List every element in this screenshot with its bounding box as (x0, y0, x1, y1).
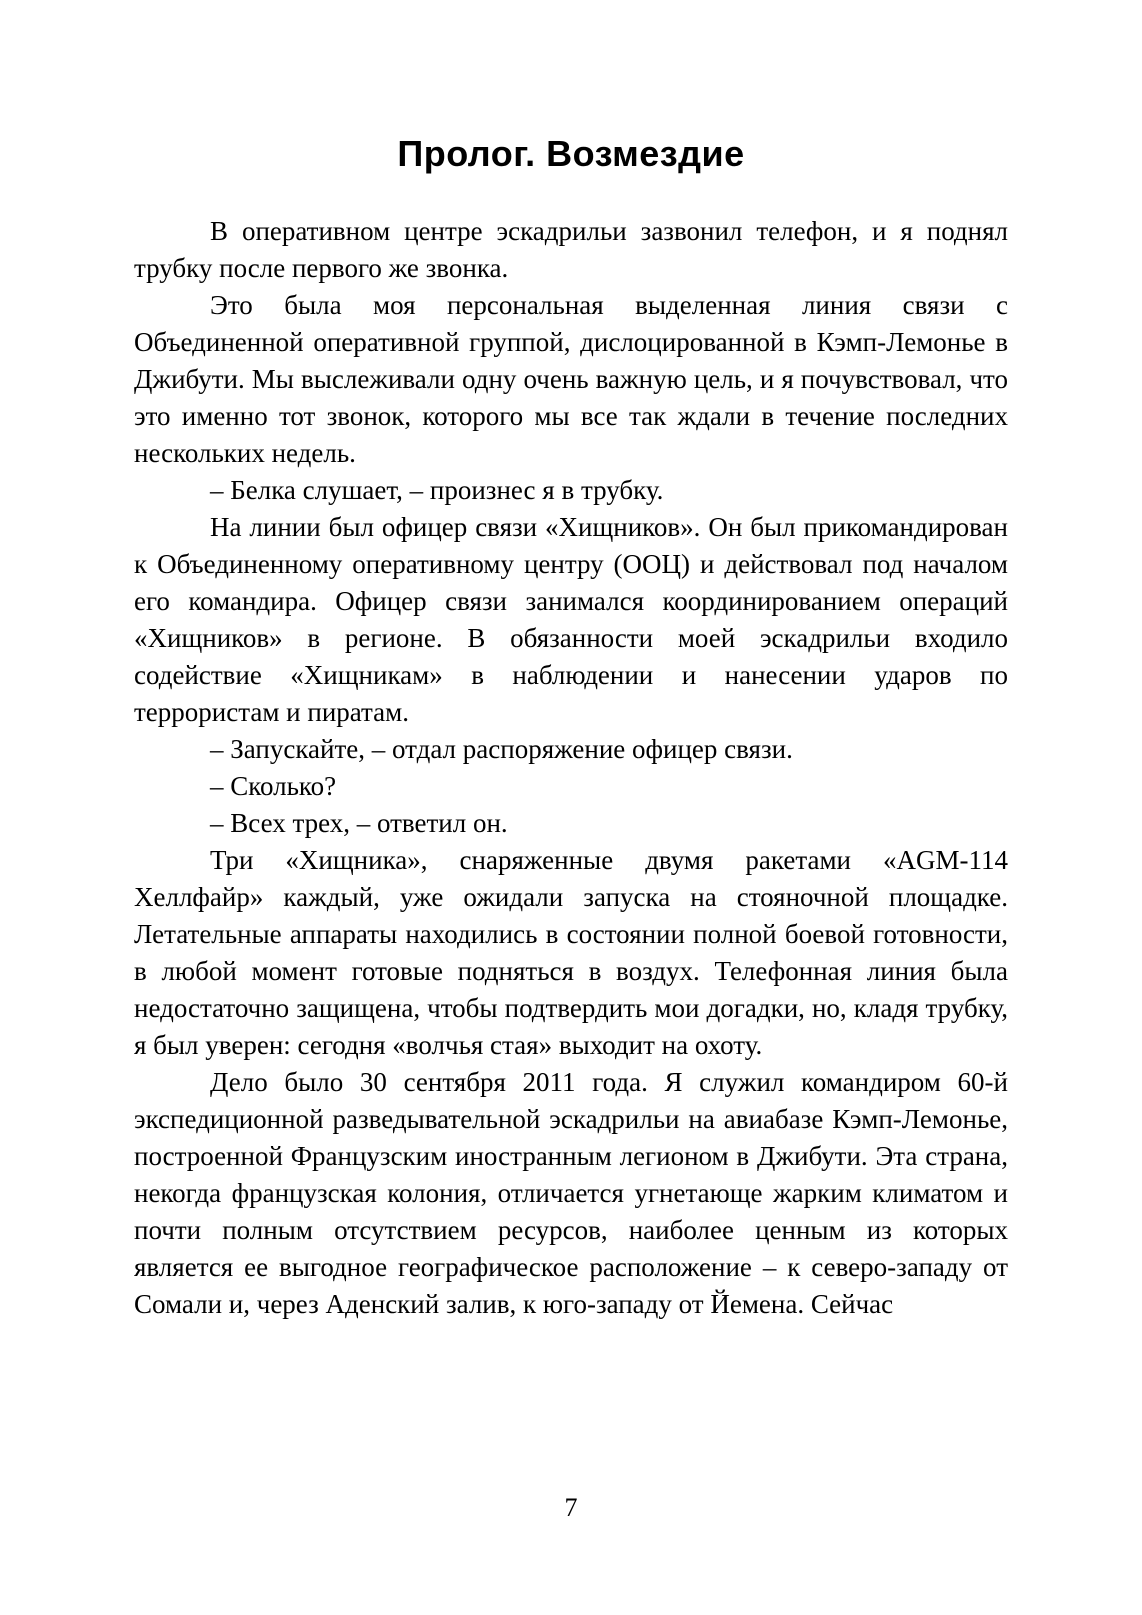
paragraph: Дело было 30 сентября 2011 года. Я служил командиром 60-й экспедиционной разведывательной эскадрильи на авиабазе Кэмп-Лемонье, построенной Французским иностранным легионом в Джибути. Эта страна, некогда французская колония, отличается угнетающе жарким климатом и почти полным отсутствием ресурсов, наиболее ценным из которых является ее выгодное географическое расположение – к северо-западу от Сомали и, через Аденский залив, к юго-западу от Йемена. Сейчас (134, 1067, 1008, 1320)
paragraph: Три «Хищника», снаряженные двумя ракетами «AGM-114 Хеллфайр» каждый, уже ожидали запуска на стояночной площадке. Летательные аппараты находились в состоянии полной боевой готовности, в любой момент готовые подняться в воздух. Телефонная линия была недостаточно защищена, чтобы подтвердить мои догадки, но, кладя трубку, я был уверен: сегодня «волчья стая» выходит на охоту. (134, 845, 1008, 1061)
paragraph: Это была моя персональная выделенная линия связи с Объединенной оперативной группой, дислоцированной в Кэмп-Лемонье в Джибути. Мы выслеживали одну очень важную цель, и я почувствовал, что это именно тот звонок, которого мы все так ждали в течение последних нескольких недель. (134, 290, 1008, 469)
paragraph: В оперативном центре эскадрильи зазвонил телефон, и я поднял трубку после первого же звонка. (134, 216, 1008, 284)
body-text (134, 213, 1008, 1323)
page-number: 7 (564, 1493, 578, 1522)
paragraph-dialogue: – Всех трех, – ответил он. (210, 808, 508, 839)
chapter-title: Пролог. Возмездие (397, 133, 745, 174)
paragraph: На линии был офицер связи «Хищников». Он был прикомандирован к Объединенному оперативному центру (ООЦ) и действовал под началом его командира. Офицер связи занимался координированием операций «Хищников» в регионе. В обязанности моей эскадрильи входило содействие «Хищникам» в наблюдении и нанесении ударов по террористам и пиратам. (134, 512, 1008, 728)
paragraph-dialogue: – Сколько? (210, 771, 337, 802)
paragraph-dialogue: – Белка слушает, – произнес я в трубку. (210, 475, 664, 506)
paragraph-dialogue: – Запускайте, – отдал распоряжение офицер связи. (210, 734, 793, 765)
